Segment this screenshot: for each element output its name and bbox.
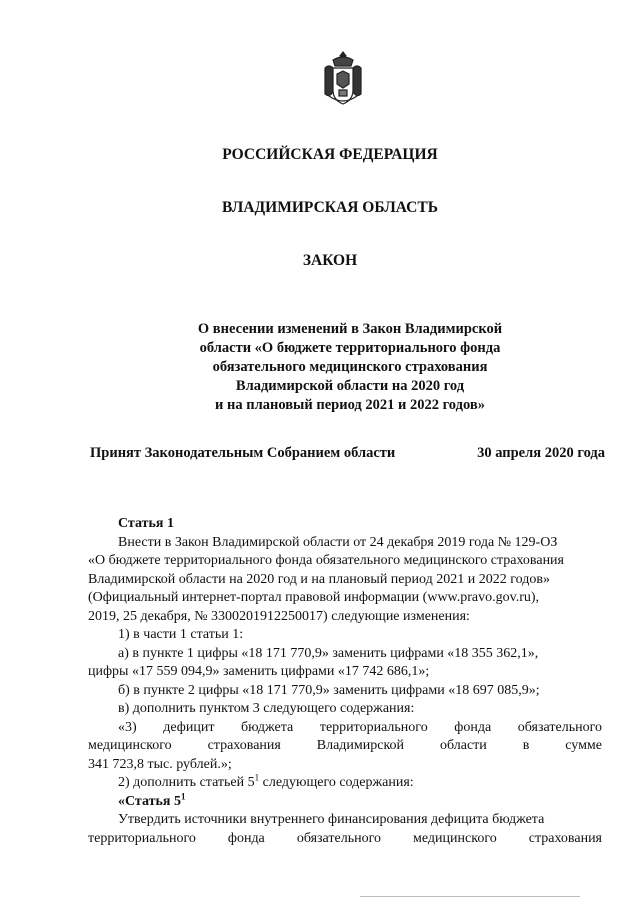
paragraph-line: Владимирской области на 2020 год и на плановый период 2021 и 2022 годов» [88,571,550,587]
title-line: и на плановый период 2021 и 2022 годов» [215,397,485,413]
superscript: 1 [180,790,186,801]
word: страхования [207,738,281,753]
paragraph-line: в) дополнить пунктом 3 следующего содержания: [118,701,415,716]
word: медицинского [413,830,497,846]
paragraph-line: (Официальный интернет-портал правовой информации (www.pravo.gov.ru), [88,590,540,605]
paragraph-line [88,719,602,738]
add-article-suffix: следующего содержания: [259,775,414,790]
law-title [130,320,570,415]
word: медицинского [88,738,172,753]
article-heading: Статья 1 [118,516,174,531]
word: обязательного [296,830,381,846]
federation-heading: РОССИЙСКАЯ ФЕДЕРАЦИЯ [222,146,438,163]
paragraph-line: цифры «17 559 094,9» заменить цифрами «17 742 686,1»; [88,664,430,679]
word: Владимирской [316,738,405,753]
word: в [522,738,530,753]
word: бюджета [241,719,294,735]
adoption-line [90,445,605,462]
word: обязательного [517,719,602,735]
paragraph-line: Утвердить источники внутреннего финансирования дефицита бюджета [118,812,545,827]
paragraph-line: Внести в Закон Владимирской области от 24 декабря 2019 года № 129-ОЗ [118,534,558,550]
superscript: 1 [254,772,260,783]
add-article-text: 2) дополнить статьей 5 [118,775,255,790]
word: дефицит [163,719,215,735]
paragraph-line [88,830,602,849]
paragraph-line: «О бюджете территориального фонда обязательного медицинского страхования [88,553,564,568]
word: территориального [88,830,196,846]
adopted-by: Принят Законодательным Собранием области [90,445,396,461]
word: территориального [319,719,428,735]
new-article-label: «Статья 5 [118,793,181,809]
page-edge-line [360,896,580,897]
word: фонда [454,719,492,735]
paragraph-line: 341 723,8 тыс. рублей.»; [88,756,232,772]
adoption-date: 30 апреля 2020 года [477,445,605,461]
word: «3) [118,719,137,735]
word: области [439,738,487,753]
region-heading: ВЛАДИМИРСКАЯ ОБЛАСТЬ [222,199,438,216]
new-article-heading [88,790,602,812]
paragraph-line: 2019, 25 декабря, № 3300201912250017) следующие изменения: [88,608,470,624]
word: фонда [227,830,265,846]
document-type-heading: ЗАКОН [302,252,358,269]
word: сумме [565,738,602,753]
title-line: О внесении изменений в Закон Владимирской [197,321,503,337]
title-line: обязательного медицинского страхования [212,359,488,375]
article-1 [88,515,602,848]
paragraph-line: б) в пункте 2 цифры «18 171 770,9» заменить цифрами «18 697 085,9»; [118,682,540,698]
paragraph-line [88,774,602,793]
paragraph-line [88,737,602,756]
paragraph-line: а) в пункте 1 цифры «18 171 770,9» заменить цифрами «18 355 362,1», [118,645,539,661]
title-line: области «О бюджете территориального фонда [199,340,501,356]
coat-of-arms-icon [319,50,367,108]
word: страхования [528,830,602,846]
paragraph-line: 1) в части 1 статьи 1: [118,627,244,642]
title-line: Владимирской области на 2020 год [235,378,465,394]
